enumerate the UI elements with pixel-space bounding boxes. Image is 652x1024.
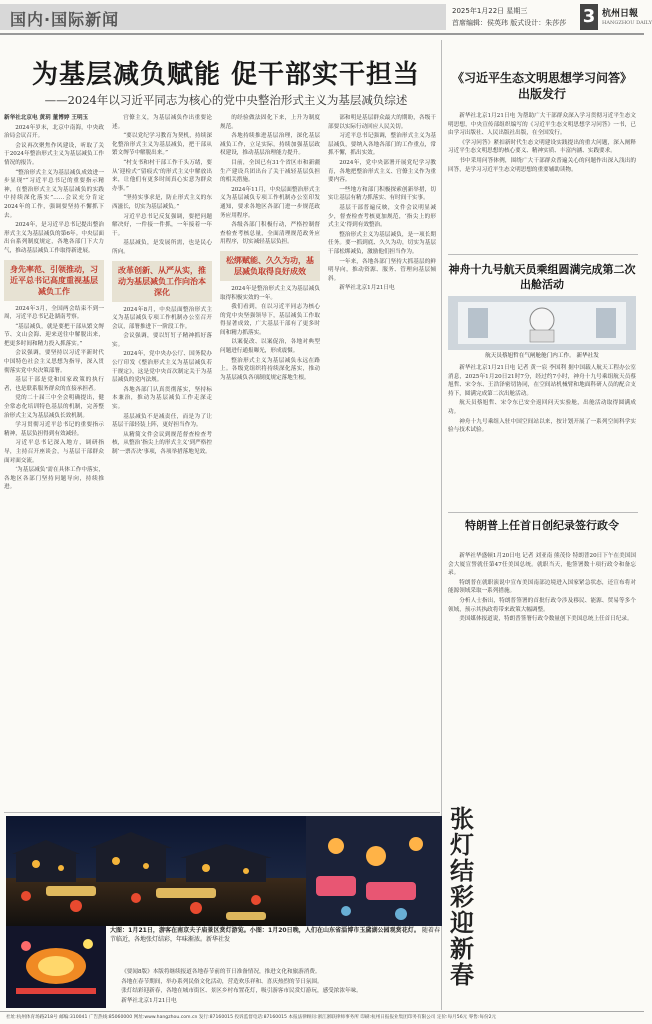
- paragraph: 习近平总书记深入地方，调研指导，主持召开座谈会，与基层干部群众面对面交流。: [4, 440, 104, 464]
- right-divider-2: [448, 512, 638, 513]
- paragraph: 2024年11月，中央层面整治形式主义为基层减负专项工作机制办公室印发通知，要求各地区各部门进一步规范政务应用程序。: [220, 186, 320, 219]
- paragraph: 整治形式主义为基层减负永远在路上。各级党组织将持续深化落实，推动为基层减负各项制度规定落地生根。: [220, 357, 320, 381]
- paragraph: 以案促改、以案促治，各地对典型问题进行通报曝光，形成震慑。: [220, 339, 320, 355]
- paragraph: 党的二十届三中全会明确提出，健全常态化培训特色基层的机制，完善整治形式主义为基层减负长效机制。: [4, 395, 104, 419]
- paragraph: 新华社北京1月21日电: [121, 997, 177, 1004]
- paragraph: 神舟十九号乘组入驻中国空间站以来，按计划开展了一系列空间科学实验与技术试验。: [448, 418, 636, 434]
- paragraph: 《要闻8版》本版将继续报道各地春节前的节日准备情况，推进文化和旅游消费。: [121, 969, 321, 975]
- paragraph: 新华社北京1月21日电 记者 黄一宸 李国利 据中国载人航天工程办公室消息，2025年1月20日21时7分，经过约7小时，神舟十九号乘组航天员蔡旭哲、宋令东、王浩泽密切协同，在空间站机械臂和地面科研人员的配合支持下，圆满完成第二次出舱活动。: [448, 365, 636, 397]
- paragraph: “基层减负，就是要把干部从繁文缛节、文山会海、迎来送往中解脱出来，把更多时间和精力投入抓落实。”: [4, 323, 104, 347]
- issue-date: 2025年1月22日 星期三: [452, 7, 528, 15]
- vertical-headline: 张灯结彩迎新春: [450, 805, 474, 989]
- lantern-photo-small: [6, 926, 106, 1008]
- paragraph: 整治形式主义为基层减负，是一项长期任务。要一抓到底、久久为功，切实为基层干部松绑减负，激励他们担当作为。: [328, 231, 436, 255]
- paragraph: 各地在春节期间，举办系列民俗文化活动，营造欢乐祥和、喜庆热烈的节日氛围。: [121, 978, 323, 985]
- newspaper-logo-sub: HANGZHOU DAILY: [602, 20, 652, 26]
- paragraph: 美国媒体报道说，特朗普签署行政令数量创下美国总统上任首日纪录。: [459, 616, 633, 623]
- paragraph: 一年来，各地各部门坚持大抓基层的鲜明导向，推动资源、服务、管理向基层倾斜。: [328, 258, 436, 282]
- paragraph: 各级各部门积极行动，严格控制督查检查考核总量，全面清理规范政务应用程序，切实减轻基层负担。: [220, 222, 320, 246]
- paragraph: 2024年，是习近平总书记提出整治形式主义为基层减负的第6年。中央层面出台系列制度规定，各地各部门下大力气，推动基层减负工作取得新进展。: [4, 222, 104, 254]
- lantern-caption-credit: 随着春节临近，各地张灯结彩，年味渐浓。新华社发: [110, 927, 440, 943]
- lantern-photo-large: [6, 816, 442, 926]
- paragraph: 特朗普在就职演说中宣布美国南部边境进入国家紧急状态，还宣布将对能源领域采取一系列措施。: [448, 579, 636, 595]
- paragraph: 基层干部是党和国家政策的执行者，也是联系服务群众的直接承担者。: [4, 377, 104, 392]
- subheading-3: 松绑赋能、久久为功，基层减负取得良好成效: [220, 251, 320, 281]
- section-title: 国内·国际新闻: [10, 10, 120, 29]
- paragraph: “村支书和村干部工作千头万绪，要从‘迎检式’‘留痕式’的形式主义中解放出来，让他们有更多时间真心实意为群众办事。”: [112, 159, 212, 192]
- main-subhead: ——2024年以习近平同志为核心的党中央整治形式主义为基层减负综述: [44, 93, 408, 107]
- paragraph: 新华社华盛顿1月20日电 记者 刘亚南 熊茂伶 特朗普20日下午在美国国会大厦宣誓就任第47任美国总统。就职当天，他签署数十项行政令和备忘录。: [448, 553, 636, 577]
- trump-article: [448, 552, 636, 802]
- paragraph: 会议强调，要以钉钉子精神抓好落实。: [112, 333, 212, 348]
- paragraph: 2024年3月，全国两会结束不到一周，习近平总书记赴湖南考察。: [4, 305, 104, 321]
- paragraph: 新华社北京1月21日电 为帮助广大干部群众深入学习贯彻习近平生态文明思想，中央宣传部组织编写的《习近平生态文明思想学习问答》一书，已由学习出版社、人民出版社出版，在全国发行。: [448, 113, 636, 137]
- paragraph: 书中采用问答体例，围绕广大干部群众普遍关心的问题作出深入浅出的回答，是学习习近平生态文明思想的重要辅助读物。: [448, 157, 636, 173]
- article-column-2: [112, 114, 212, 809]
- paragraph: 2024年，党中央部署开展党纪学习教育，各地把整治形式主义、官僚主义作为重要内容。: [328, 159, 436, 184]
- page-number: 3: [580, 4, 598, 30]
- paragraph: 基层减负不是减责任，而是为了让基层干部轻装上阵，更好担当作为。: [112, 413, 212, 429]
- subheading-2: 改革创新、从严从实，推动为基层减负工作向治本深化: [112, 261, 212, 302]
- paragraph: 会议再次聚焦作风建设，听取了关于2024年整治形式主义为基层减负工作情况的报告。: [4, 142, 104, 166]
- right-divider-1: [448, 254, 638, 255]
- paragraph: 习近平总书记强调，整治形式主义为基层减负，要纳入各地各部门的工作重点，常抓不懈，抓出实效。: [328, 133, 436, 157]
- paragraph: “整治形式主义为基层减负成效进一步显现”“习近平总书记的重要指示精神，在整治形式主义为基层减负的实践中持续深化落实”……会议充分肯定2024年的工作，强调要坚持不懈抓下去。: [4, 169, 104, 219]
- paragraph: 我们看到，在以习近平同志为核心的党中央坚强领导下，基层减负工作取得显著成效，广大基层干部有了更多时间和精力抓落实。: [220, 304, 320, 336]
- lantern-caption: [110, 926, 440, 966]
- subheading-1: 身先率范、引领推动，习近平总书记高度重视基层减负工作: [4, 260, 104, 301]
- header-rule: [0, 33, 644, 35]
- shenzhou-headline: 神舟十九号航天员乘组圆满完成第二次出舱活动: [448, 263, 636, 291]
- paragraph: 官僚主义，为基层减负作出重要论述。: [112, 115, 212, 130]
- trump-headline: 特朗普上任首日创纪录签行政令: [465, 519, 619, 532]
- paragraph: 习近平总书记反复强调，要把问题解决好，一件接一件抓，一年接着一年干。: [112, 213, 212, 237]
- paragraph: 基层干部普遍反映，文件会议明显减少，督查检查考核更加规范，‘指尖上的形式主义’得到有效整治。: [328, 204, 436, 229]
- paragraph: 2024年8月，中央层面整治形式主义为基层减负专项工作机制办公室召开会议，部署推进下一阶段工作。: [112, 306, 212, 330]
- main-headline: 为基层减负赋能 促干部实干担当: [31, 60, 421, 90]
- astronaut-photo: [448, 296, 636, 350]
- book-headline: 《习近平生态文明思想学习问答》出版发行: [451, 71, 632, 101]
- paragraph: “要以党纪学习教育为契机，持续深化整治形式主义为基层减负，把干部从繁文缛节中解脱出来。”: [112, 133, 212, 157]
- section-divider: [4, 812, 440, 813]
- paragraph: 的经验做法固化下来，上升为制度规范。: [220, 115, 320, 130]
- page-footer: 社址:杭州体育场路218号 邮编:310041 广告热线:85060000 网址:www.hangzhou.com.cn 发行:87160015 投诉监督电话:87160015 本报法律顾问:浙江浙联律师事务所 印刷:杭州日报报业集团印务有限公司 定价:每月56元 零售:每份2元: [0, 1011, 644, 1023]
- paragraph: 基层减负，是发展所需，也是民心所向。: [112, 240, 212, 255]
- paragraph: 张灯结彩迎新春，各地在城市街区、景区乡村布置花灯，吸引游客市民赏灯游玩，感受浓浓年味。: [121, 988, 362, 995]
- paragraph: 从精简文件会议到规范督查检查考核，从整治‘指尖上的形式主义’到严格控制‘一票否决’事项，各项举措落地见效。: [112, 431, 212, 455]
- paragraph: ‘为基层减负’需在具体工作中落实，各地区各部门坚持问题导向，持续推进。: [4, 467, 104, 491]
- paragraph: 学习贯彻习近平总书记的重要指示精神，基层负担得到有效减轻。: [4, 422, 104, 437]
- paragraph: 各地各部门认真贯彻落实，坚持标本兼治，推动为基层减负工作走深走实。: [112, 386, 212, 411]
- paragraph: 部和明是基层群众最大的期盼，各级干部要以实际行动回应人民关切。: [328, 115, 436, 130]
- paragraph: 2024年岁末，北京中南海，中央政治局会议召开。: [4, 124, 104, 140]
- astronaut-caption: 航天员蔡旭哲在气闸舱舱门内工作。 新华社发: [485, 353, 599, 359]
- paragraph: 2024年是整治形式主义为基层减负取得积极实效的一年。: [220, 285, 320, 301]
- shenzhou-article: [448, 364, 636, 508]
- paragraph: 航天员蔡旭哲、宋令东已安全返回问天实验舱，出舱活动取得圆满成功。: [448, 400, 636, 415]
- paragraph: 《学习问答》紧扣新时代生态文明建设实践提出的重大问题，深入阐释习近平生态文明思想的核心要义、精神实质、丰富内涵、实践要求。: [448, 139, 636, 155]
- book-article: [448, 112, 636, 250]
- paragraph: 各地持续推进基层治理，深化基层减负工作，立足实际，持续加强基层政权建设，推动基层治理能力提升。: [220, 133, 320, 157]
- lantern-caption-text: 大图：1月21日，游客在南京夫子庙景区赏灯游览。小图：1月20日晚，人们在山东省淄博市玉黛湖公园观赏花灯。: [110, 927, 420, 934]
- editor-credits: 首席编辑：侯英玮 版式设计：朱莎莎: [452, 19, 567, 27]
- article-column-1: [4, 114, 104, 809]
- newyear-text: [110, 968, 440, 1008]
- article-column-4: [328, 114, 436, 809]
- article-column-3: [220, 114, 320, 809]
- paragraph: 新华社北京1月21日电: [339, 285, 395, 292]
- paragraph: 一些地方和部门积极探索创新举措，切实让基层有精力抓落实、有时间干实事。: [328, 186, 436, 202]
- paragraph: 2024年，党中央办公厅、国务院办公厅印发《整治形式主义为基层减负若干规定》，这是党中央首次制定关于为基层减负的党内法规。: [112, 351, 212, 384]
- article-byline: 新华社北京电 黄玥 董博婷 王明玉: [4, 115, 89, 121]
- paragraph: “坚持实事求是，防止形式主义的东西滋长，切实为基层减负。”: [112, 195, 212, 210]
- paragraph: 分析人士指出，特朗普签署的首批行政令涉及移民、能源、贸易等多个领域，预示其执政将带来政策大幅调整。: [448, 597, 636, 613]
- page-header: [0, 0, 652, 34]
- paragraph: 目前，全国已有31个省区市和新疆生产建设兵团出台了关于减轻基层负担的相关措施。: [220, 159, 320, 184]
- paragraph: 会议强调，要坚持以习近平新时代中国特色社会主义思想为指导，深入贯彻落实党中央决策部署。: [4, 350, 104, 374]
- newspaper-logo: 杭州日報: [602, 9, 639, 19]
